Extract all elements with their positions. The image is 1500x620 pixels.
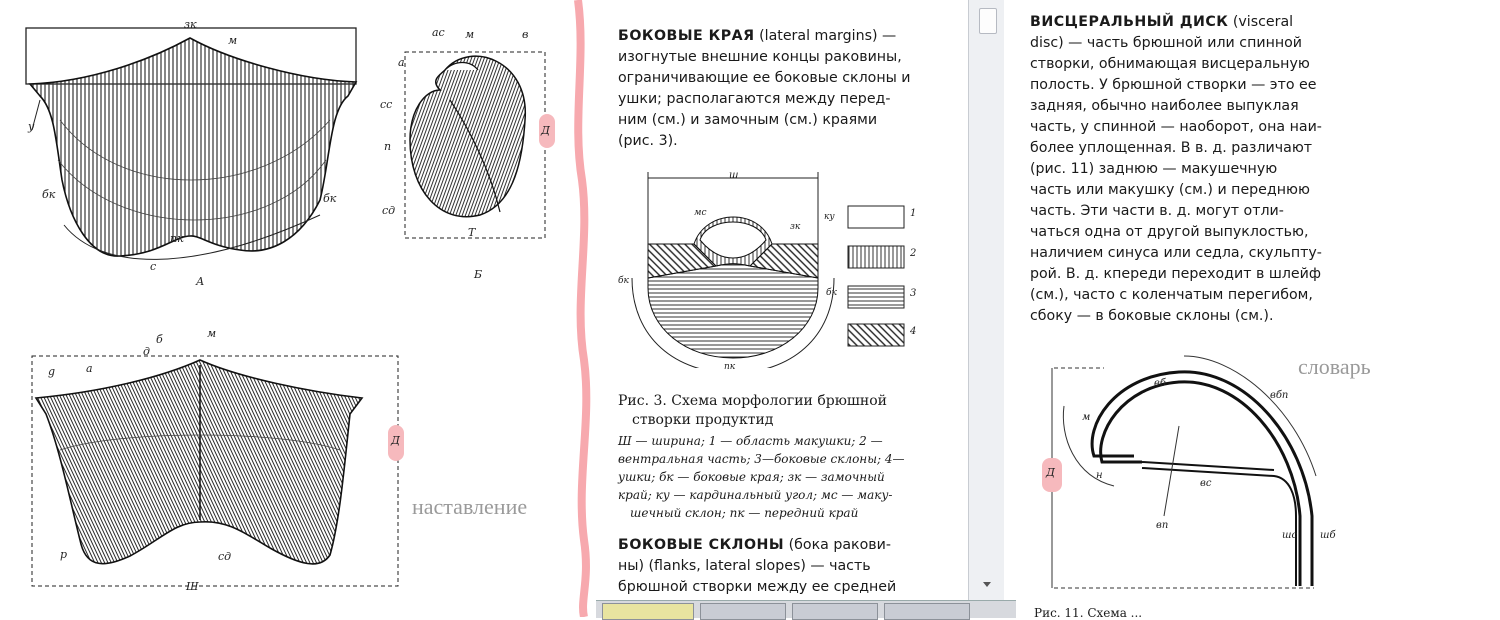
entry-heading-3-en: (visceral xyxy=(1228,14,1294,30)
fig11-label-shb: шб xyxy=(1320,530,1336,541)
text-line: ушки; располагаются между перед- xyxy=(618,91,891,107)
label-v: в xyxy=(522,28,529,41)
label-r: р xyxy=(60,548,68,561)
taskbar-button-3[interactable] xyxy=(792,603,878,620)
entry-heading-en: (lateral margins) — xyxy=(754,28,897,44)
figure-b-shell xyxy=(405,52,545,238)
legend-key-2: 2 xyxy=(910,248,917,259)
label-fig-a: А xyxy=(196,275,205,288)
vertical-scrollbar[interactable] xyxy=(968,0,1005,600)
label-d: д xyxy=(143,345,150,358)
taskbar-button-1[interactable] xyxy=(602,603,694,620)
label-pk: пк xyxy=(170,232,184,245)
label-g: g xyxy=(48,365,56,378)
label-D: Д xyxy=(541,124,550,137)
label-b: б xyxy=(156,333,163,346)
entry-heading-2: БОКОВЫЕ СКЛОНЫ xyxy=(618,537,785,553)
label-T: Т xyxy=(468,226,476,239)
label-ss: сс xyxy=(380,98,393,111)
label-zk: зк xyxy=(184,18,197,31)
watermark-left: наставление xyxy=(412,494,528,519)
pink-divider xyxy=(570,0,596,617)
figure-3-diagram xyxy=(596,168,968,368)
label-m3: м xyxy=(207,327,217,340)
scroll-thumb[interactable] xyxy=(979,8,997,34)
left-figure-panel xyxy=(0,0,580,617)
text-line: ограничивающие ее боковые склоны и xyxy=(618,70,911,86)
document-page-right[interactable] xyxy=(1004,0,1400,617)
text-line: ним (см.) и замочным (см.) краями xyxy=(618,112,878,128)
label-sd: сд xyxy=(382,204,396,217)
entry-visceral-disc xyxy=(1030,12,1368,33)
document-page-middle[interactable] xyxy=(596,0,968,600)
fig11-label-n: н xyxy=(1096,470,1103,481)
fig-label-ku: ку xyxy=(824,212,835,222)
taskbar xyxy=(596,600,1016,618)
fig-label-ms: мс xyxy=(694,208,707,218)
fig11-label-D: Д xyxy=(1046,466,1055,479)
label-as: ас xyxy=(432,26,445,39)
entry-lateral-margins xyxy=(618,26,958,47)
legend-key-4: 4 xyxy=(910,326,917,337)
scroll-down-icon[interactable] xyxy=(983,582,991,587)
label-a2: а xyxy=(86,362,93,375)
label-u: у xyxy=(28,120,35,133)
fig11-label-m: м xyxy=(1082,412,1091,423)
fig11-label-vbp: вбп xyxy=(1270,390,1289,401)
entry-body xyxy=(618,47,958,152)
figure-caption: Рис. 3. Схема морфологии брюшной створки продуктид xyxy=(618,393,888,428)
entry-heading-3: ВИСЦЕРАЛЬНЫЙ ДИСК xyxy=(1030,14,1229,30)
figure-a-shell xyxy=(26,28,356,259)
fig-label-pk: пк xyxy=(724,362,736,372)
label-n: п xyxy=(384,140,392,153)
figure-11-caption: Рис. 11. Схема ... xyxy=(1034,606,1143,617)
fig11-label-vp: вп xyxy=(1156,520,1169,531)
fig11-label-vs: вс xyxy=(1200,478,1212,489)
brachiopod-illustrations xyxy=(0,0,580,617)
fig-label-sh: ш xyxy=(729,170,739,181)
label-a: а xyxy=(398,56,405,69)
label-bk-left: бк xyxy=(42,188,56,201)
entry-body-2: ны) (flanks, lateral slopes) — часть брюшной створки между ее средней xyxy=(618,558,897,595)
label-m: м xyxy=(228,34,238,47)
label-sh: Ш xyxy=(186,580,199,593)
label-m2: м xyxy=(465,28,475,41)
figure-legend: Ш — ширина; 1 — область макушки; 2 — вентральная часть; 3—боковые склоны; 4— ушки; бк — боковые края; зк — замочный край; ку — кардинальный угол; мс — маку- шечный склон; пк — передний край xyxy=(618,434,905,520)
entry-heading: БОКОВЫЕ КРАЯ xyxy=(618,28,755,44)
fig-label-bk-right: бк xyxy=(826,288,837,298)
entry-lateral-slopes xyxy=(618,535,958,556)
text-line: (рис. 3). xyxy=(618,133,678,149)
label-fig-b: Б xyxy=(474,268,483,281)
watermark-right: словарь xyxy=(1298,354,1371,379)
taskbar-button-4[interactable] xyxy=(884,603,970,620)
label-s: с xyxy=(150,260,157,273)
figure-11-diagram xyxy=(1004,346,1400,606)
fig-label-bk-left: бк xyxy=(618,276,629,286)
label-sd2: сд xyxy=(218,550,232,563)
text-line: изогнутые внешние концы раковины, xyxy=(618,49,902,65)
label-bk-right: бк xyxy=(323,192,337,205)
entry-heading-2-en: (бока ракови- xyxy=(784,537,892,553)
taskbar-button-2[interactable] xyxy=(700,603,786,620)
label-D2: Д xyxy=(391,434,400,447)
figure-c-shell xyxy=(32,356,398,586)
fig11-label-shs: шс xyxy=(1282,530,1298,541)
fig-label-zk: зк xyxy=(790,222,801,232)
legend-key-3: 3 xyxy=(910,288,917,299)
fig11-label-vb: вб xyxy=(1154,378,1166,389)
entry-body-3: disc) — часть брюшной или спинной створки, обнимающая висцеральную полость. У брюшной створки — это ее задняя, обычно наиболее выпуклая часть, у спинной — наоборот, она наи- более уплощенная. В в. д. различают (рис. 11) заднюю — макушечную часть или макушку (см.) и переднюю часть. Эти части в. д. могут отли- чаться одна от другой выпуклостью, наличием синуса или седла, скульпту- рой. В. д. кпереди переходит в шлейф (см.), часто с коленчатым перегибом, сбоку — в боковые склоны (см.). xyxy=(1030,35,1322,324)
legend-key-1: 1 xyxy=(910,208,917,219)
